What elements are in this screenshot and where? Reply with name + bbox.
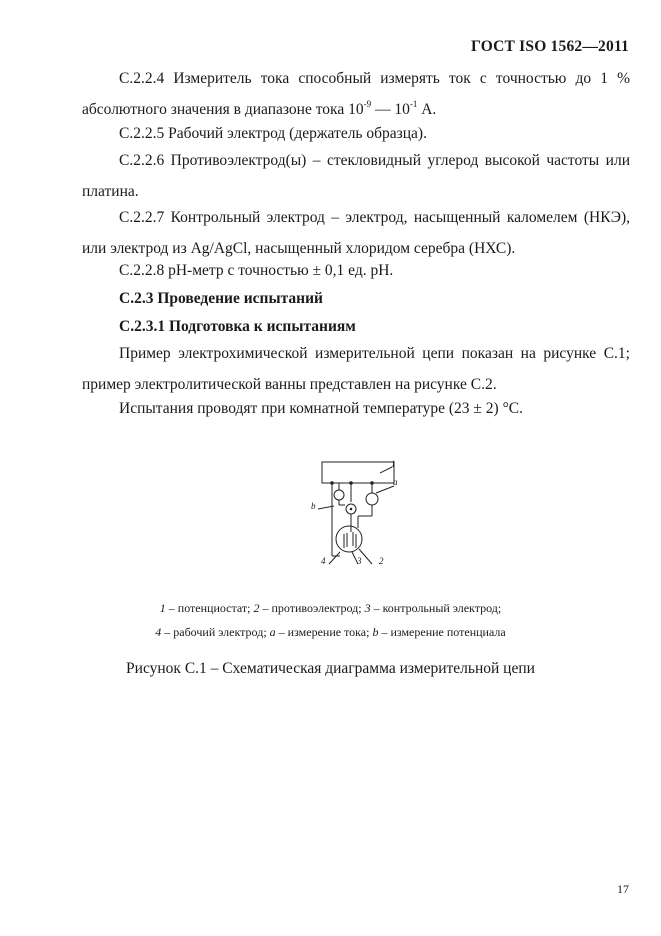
figure-legend-line-2 bbox=[0, 625, 661, 639]
paragraph-text: А. bbox=[417, 101, 437, 118]
label-3: 3 bbox=[357, 556, 362, 566]
figure-title: Рисунок С.1 – Схематическая диаграмма измерительной цепи bbox=[126, 660, 535, 677]
legend-text: – измерение потенциала bbox=[378, 625, 506, 639]
legend-text: – рабочий электрод; bbox=[161, 625, 270, 639]
paragraph-text: С.2.2.4 Измеритель тока способный измерять ток с точностью до 1 % абсолютного значения в диапазоне тока 10 bbox=[82, 70, 630, 118]
label-4: 4 bbox=[321, 556, 326, 566]
paragraph-c228: С.2.2.8 рН-метр с точностью ± 0,1 ед. рН. bbox=[119, 262, 394, 279]
paragraph-c226: С.2.2.6 Противоэлектрод(ы) – стекловидный углерод высокой частоты или платина. bbox=[82, 152, 630, 200]
cell-symbol bbox=[336, 526, 362, 552]
legend-key: 4 bbox=[155, 625, 162, 639]
label-2: 2 bbox=[379, 556, 384, 566]
exponent: -9 bbox=[363, 99, 372, 109]
page-number: 17 bbox=[617, 882, 629, 896]
paragraph-c227: С.2.2.7 Контрольный электрод – электрод, насыщенный каломелем (НКЭ), или электрод из Ag/AgCl, насыщенный хлоридом серебра (НХС). bbox=[82, 209, 630, 257]
paragraph-text: — 10 bbox=[371, 101, 410, 118]
label-a: a bbox=[393, 477, 398, 487]
document-code-header: ГОСТ ISO 1562—2011 bbox=[471, 38, 629, 55]
legend-key: a bbox=[269, 625, 276, 639]
paragraph-example: Пример электрохимической измерительной цепи показан на рисунке С.1; пример электролитической ванны представлен на рисунке С.2. bbox=[82, 345, 630, 393]
ammeter-symbol bbox=[366, 493, 378, 505]
legend-key: 2 bbox=[253, 601, 260, 615]
voltmeter-symbol bbox=[334, 490, 344, 500]
paragraph-c225: С.2.2.5 Рабочий электрод (держатель образца). bbox=[119, 125, 427, 142]
label-1: 1 bbox=[391, 459, 396, 469]
paragraph-c224 bbox=[82, 63, 630, 125]
legend-key: 3 bbox=[364, 601, 371, 615]
section-heading-c23: С.2.3 Проведение испытаний bbox=[119, 290, 323, 307]
potentiostat-box bbox=[322, 462, 394, 483]
circuit-diagram bbox=[300, 456, 420, 576]
legend-text: – измерение тока; bbox=[275, 625, 373, 639]
section-heading-c231: С.2.3.1 Подготовка к испытаниям bbox=[119, 318, 356, 335]
legend-text: – контрольный электрод; bbox=[370, 601, 502, 615]
legend-text: – потенциостат; bbox=[165, 601, 254, 615]
legend-key: b bbox=[372, 625, 379, 639]
label-b: b bbox=[311, 501, 316, 511]
paragraph-temperature: Испытания проводят при комнатной температуре (23 ± 2) °С. bbox=[119, 400, 523, 417]
figure-legend-line-1 bbox=[0, 601, 661, 615]
exponent: -1 bbox=[409, 99, 418, 109]
legend-text: – противоэлектрод; bbox=[259, 601, 365, 615]
legend-key: 1 bbox=[159, 601, 166, 615]
